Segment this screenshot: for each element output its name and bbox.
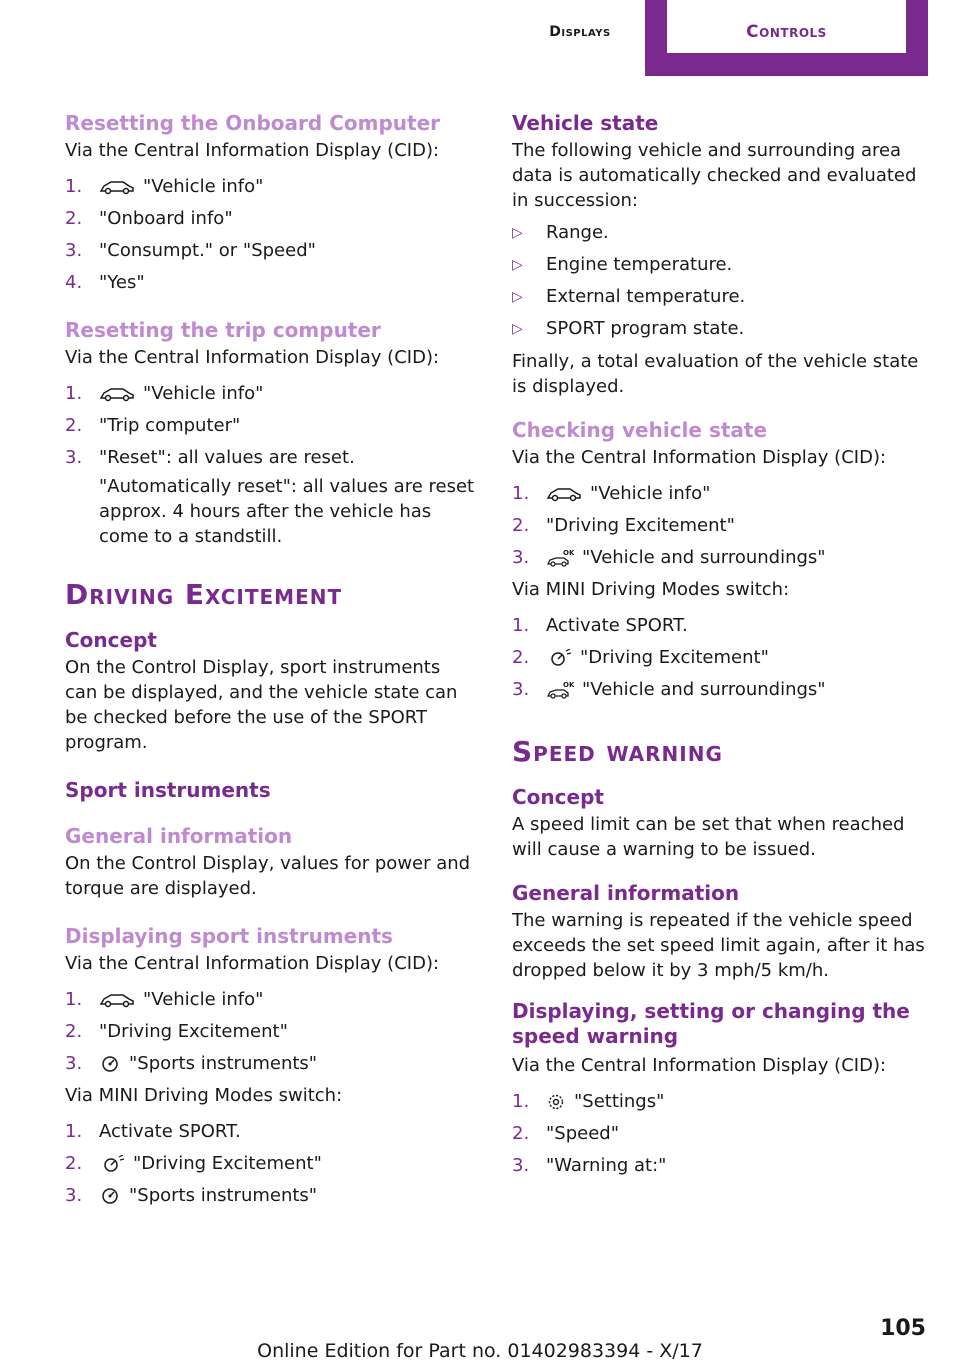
vehicle-state-intro: The following vehicle and surrounding area data is automatically checked and evaluated in succession: xyxy=(512,140,917,211)
list-item: 2. "Trip computer" xyxy=(65,415,241,436)
heading-displaying-sport-instruments: Displaying sport instruments xyxy=(65,924,393,948)
heading-resetting-trip: Resetting the trip computer xyxy=(65,318,381,342)
heading-driving-excitement: Driving Excitement xyxy=(65,578,343,611)
setting-intro: Via the Central Information Display (CID): xyxy=(512,1055,887,1076)
list-item: 2. "Speed" xyxy=(512,1123,619,1144)
speed-concept-text: A speed limit can be set that when reached will cause a warning to be issued. xyxy=(512,814,905,860)
list-item: 2. "Onboard info" xyxy=(65,208,233,229)
displaying-intro: Via the Central Information Display (CID): xyxy=(65,953,440,974)
left-column xyxy=(65,108,475,1212)
heading-speed-general-information: General information xyxy=(512,881,740,905)
list-item: ▷ SPORT program state. xyxy=(512,318,745,339)
svg-text:OK: OK xyxy=(563,549,574,557)
gauge-icon xyxy=(99,1187,121,1205)
right-column xyxy=(512,108,927,1182)
list-item: 3. OK "Vehicle and surroundings" xyxy=(512,547,826,568)
switch-intro: Via MINI Driving Modes switch: xyxy=(65,1085,343,1106)
car-icon xyxy=(99,992,135,1008)
list-item: 2. "Driving Excitement" xyxy=(65,1153,322,1174)
heading-concept: Concept xyxy=(65,628,157,652)
gauge-icon xyxy=(99,1055,121,1073)
displaying-cid-steps xyxy=(65,984,475,1080)
heading-setting-speed-warning: Displaying, setting or changing the speed warning xyxy=(512,999,910,1048)
page-number: 105 xyxy=(880,1316,926,1341)
vehicle-ok-icon xyxy=(546,549,574,567)
heading-speed-concept: Concept xyxy=(512,785,604,809)
setting-steps xyxy=(512,1086,927,1182)
list-item: 2. "Driving Excitement" xyxy=(512,515,735,536)
list-item: 3. "Sports instruments" xyxy=(65,1185,318,1206)
list-item: 1. "Vehicle info" xyxy=(65,989,264,1010)
section-tab-displays: Displays xyxy=(549,24,611,40)
driving-excitement-icon xyxy=(99,1155,125,1173)
footer-edition: Online Edition for Part no. 01402983394 - X/17 xyxy=(257,1340,703,1362)
list-item: 1. Activate SPORT. xyxy=(65,1121,241,1142)
driving-excitement-icon xyxy=(546,649,572,667)
concept-text: On the Control Display, sport instruments can be displayed, and the vehicle state can be checked before the use of the SPORT program. xyxy=(65,657,458,753)
checking-switch-steps xyxy=(512,610,927,706)
list-item: 2. "Driving Excitement" xyxy=(65,1021,288,1042)
switch-steps xyxy=(65,1116,475,1212)
car-icon xyxy=(99,386,135,402)
list-item: 3. "Sports instruments" xyxy=(65,1053,318,1074)
heading-general-information: General information xyxy=(65,824,293,848)
list-item: ▷ External temperature. xyxy=(512,286,746,307)
vehicle-ok-icon xyxy=(546,681,574,699)
vehicle-state-outro: Finally, a total evaluation of the vehicle state is displayed. xyxy=(512,351,919,397)
vehicle-state-items xyxy=(512,217,927,345)
list-item: 4. "Yes" xyxy=(65,272,145,293)
list-item: 3. "Consumpt." or "Speed" xyxy=(65,240,316,261)
car-icon xyxy=(546,486,582,502)
checking-intro: Via the Central Information Display (CID): xyxy=(512,447,887,468)
speed-general-info-text: The warning is repeated if the vehicle speed exceeds the set speed limit again, after it has dropped below it by 3 mph/5 km/h. xyxy=(512,910,925,981)
list-item: 1. "Vehicle info" xyxy=(65,383,264,404)
heading-checking-vehicle-state: Checking vehicle state xyxy=(512,418,768,442)
checking-switch-intro: Via MINI Driving Modes switch: xyxy=(512,579,790,600)
list-item: 1. Activate SPORT. xyxy=(512,615,688,636)
list-item: 3. "Warning at:" xyxy=(512,1155,667,1176)
reset-trip-intro: Via the Central Information Display (CID): xyxy=(65,347,440,368)
svg-text:OK: OK xyxy=(563,681,574,689)
reset-onboard-intro: Via the Central Information Display (CID): xyxy=(65,140,440,161)
chapter-tab-label: Controls xyxy=(746,22,827,42)
reset-trip-steps xyxy=(65,378,475,549)
heading-speed-warning: Speed warning xyxy=(512,735,723,768)
heading-vehicle-state: Vehicle state xyxy=(512,111,659,135)
heading-sport-instruments: Sport instruments xyxy=(65,778,271,802)
reset-onboard-steps xyxy=(65,171,475,299)
chapter-tab-controls xyxy=(645,0,928,76)
car-icon xyxy=(99,179,135,195)
general-info-text: On the Control Display, values for power and torque are displayed. xyxy=(65,853,471,899)
reset-trip-note: "Automatically reset": all values are reset approx. 4 hours after the vehicle has come to a standstill. xyxy=(99,476,475,547)
list-item: 1. "Vehicle info" xyxy=(65,176,264,197)
checking-cid-steps xyxy=(512,478,927,574)
list-item: 2. "Driving Excitement" xyxy=(512,647,769,668)
list-item: 3. "Reset": all values are reset. "Automatically reset": all values are reset approx. 4 hours after the vehicle has come to a standstill. xyxy=(65,447,475,547)
list-item: ▷ Range. xyxy=(512,222,609,243)
list-item: 1. "Vehicle info" xyxy=(512,483,711,504)
list-item: ▷ Engine temperature. xyxy=(512,254,733,275)
list-item: 1. "Settings" xyxy=(512,1091,665,1112)
list-item: 3. OK "Vehicle and surroundings" xyxy=(512,679,826,700)
gear-icon xyxy=(546,1092,566,1112)
heading-resetting-onboard: Resetting the Onboard Computer xyxy=(65,111,440,135)
